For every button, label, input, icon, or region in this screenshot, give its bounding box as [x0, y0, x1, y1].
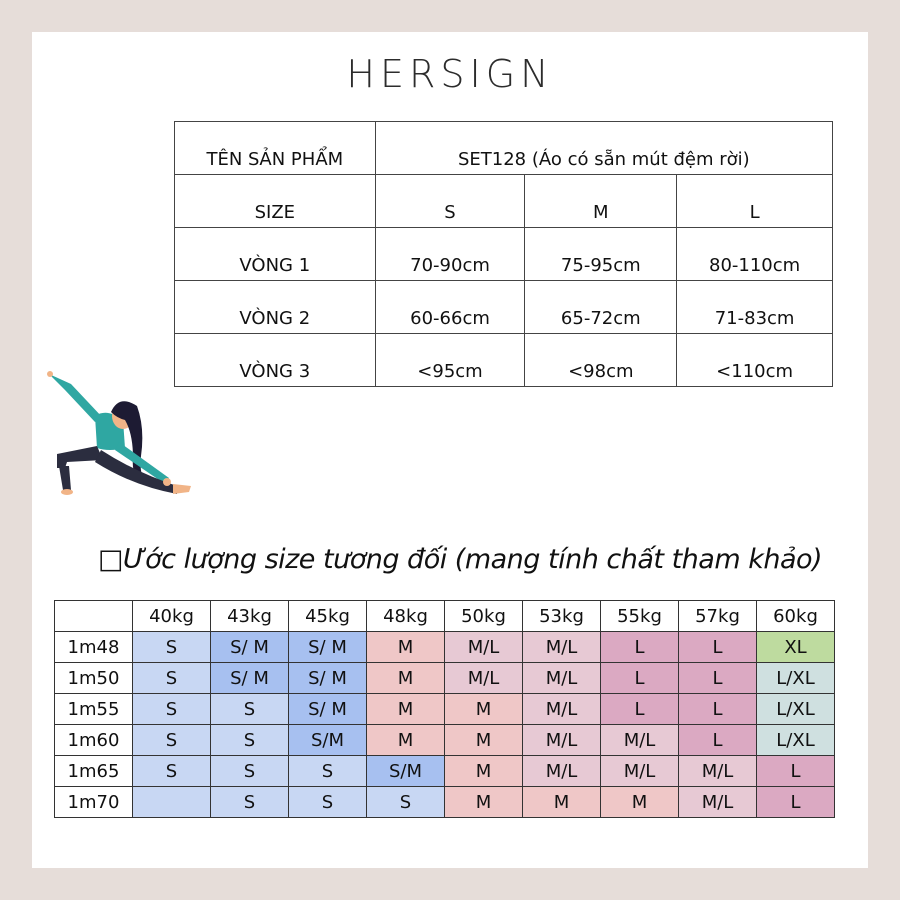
spec-product-label: TÊN SẢN PHẨM	[175, 122, 376, 175]
size-cell: M	[445, 694, 523, 725]
size-cell: L	[601, 694, 679, 725]
size-cell: M	[367, 694, 445, 725]
height-header: 1m65	[55, 756, 133, 787]
size-cell: L	[679, 725, 757, 756]
size-cell: M/L	[523, 632, 601, 663]
size-cell: S	[133, 663, 211, 694]
size-cell: S	[133, 694, 211, 725]
size-cell: XL	[757, 632, 835, 663]
size-cell: M/L	[445, 663, 523, 694]
weight-header: 48kg	[367, 601, 445, 632]
weight-header: 55kg	[601, 601, 679, 632]
grid-row	[55, 632, 835, 663]
spec-row	[175, 281, 833, 334]
height-header: 1m70	[55, 787, 133, 818]
size-cell: M/L	[679, 756, 757, 787]
grid-row	[55, 756, 835, 787]
size-cell: L	[757, 787, 835, 818]
size-cell: L	[679, 663, 757, 694]
spec-row-label: VÒNG 3	[175, 334, 376, 387]
size-cell: M	[367, 725, 445, 756]
weight-header: 60kg	[757, 601, 835, 632]
size-estimate-subtitle: □Ước lượng size tương đối (mang tính chất tham khảo)	[98, 544, 823, 575]
grid-row	[55, 694, 835, 725]
size-cell: L/XL	[757, 694, 835, 725]
size-cell: M/L	[523, 725, 601, 756]
size-cell: S/M	[289, 725, 367, 756]
size-cell: M/L	[523, 663, 601, 694]
height-header: 1m48	[55, 632, 133, 663]
spec-cell: <98cm	[525, 334, 677, 387]
grid-row	[55, 663, 835, 694]
spec-cell: 80-110cm	[677, 228, 833, 281]
spec-cell: 75-95cm	[525, 228, 677, 281]
height-header: 1m50	[55, 663, 133, 694]
spec-size-label: SIZE	[175, 175, 376, 228]
size-cell: S/ M	[289, 663, 367, 694]
size-cell	[133, 787, 211, 818]
brand-logo: HERSIGN	[346, 52, 554, 96]
size-cell: L	[601, 632, 679, 663]
size-cell: S	[211, 725, 289, 756]
size-cell: M/L	[445, 632, 523, 663]
spec-cell: <110cm	[677, 334, 833, 387]
spec-cell: 70-90cm	[375, 228, 525, 281]
size-cell: M/L	[523, 756, 601, 787]
size-cell: L	[757, 756, 835, 787]
spec-cell: 65-72cm	[525, 281, 677, 334]
size-cell: M	[445, 787, 523, 818]
weight-header: 45kg	[289, 601, 367, 632]
size-cell: S/ M	[211, 663, 289, 694]
size-cell: S/ M	[289, 632, 367, 663]
size-cell: M/L	[601, 725, 679, 756]
size-cell: M	[523, 787, 601, 818]
yoga-woman-illustration	[45, 368, 195, 500]
spec-size-l: L	[677, 175, 833, 228]
size-cell: L/XL	[757, 663, 835, 694]
grid-corner-cell	[55, 601, 133, 632]
size-cell: L	[679, 694, 757, 725]
spec-cell: 60-66cm	[375, 281, 525, 334]
size-cell: L	[601, 663, 679, 694]
grid-row	[55, 725, 835, 756]
size-cell: S	[211, 756, 289, 787]
spec-row-label: VÒNG 1	[175, 228, 376, 281]
spec-size-s: S	[375, 175, 525, 228]
size-cell: S/ M	[289, 694, 367, 725]
size-cell: S/M	[367, 756, 445, 787]
height-header: 1m60	[55, 725, 133, 756]
size-cell: S	[211, 787, 289, 818]
spec-row	[175, 334, 833, 387]
weight-header: 40kg	[133, 601, 211, 632]
size-cell: S/ M	[211, 632, 289, 663]
weight-header: 57kg	[679, 601, 757, 632]
spec-row-label: VÒNG 2	[175, 281, 376, 334]
spec-cell: 71-83cm	[677, 281, 833, 334]
spec-product-row	[175, 122, 833, 175]
spec-cell: <95cm	[375, 334, 525, 387]
size-cell: S	[367, 787, 445, 818]
size-cell: M/L	[523, 694, 601, 725]
grid-header-row	[55, 601, 835, 632]
size-cell: M	[445, 756, 523, 787]
size-cell: S	[289, 787, 367, 818]
weight-header: 43kg	[211, 601, 289, 632]
weight-header: 53kg	[523, 601, 601, 632]
size-cell: S	[133, 632, 211, 663]
size-cell: M/L	[601, 756, 679, 787]
product-spec-table	[174, 121, 833, 387]
weight-header: 50kg	[445, 601, 523, 632]
size-cell: M	[367, 663, 445, 694]
size-cell: M	[445, 725, 523, 756]
size-cell: L	[679, 632, 757, 663]
spec-product-name: SET128 (Áo có sẵn mút đệm rời)	[375, 122, 832, 175]
size-cell: S	[289, 756, 367, 787]
size-cell: S	[211, 694, 289, 725]
size-cell: L/XL	[757, 725, 835, 756]
spec-size-row	[175, 175, 833, 228]
subtitle-text: Ước lượng size tương đối (mang tính chất tham khảo)	[123, 544, 823, 575]
size-cell: M	[367, 632, 445, 663]
spec-row	[175, 228, 833, 281]
size-cell: M	[601, 787, 679, 818]
grid-row	[55, 787, 835, 818]
spec-size-m: M	[525, 175, 677, 228]
size-cell: S	[133, 725, 211, 756]
size-cell: M/L	[679, 787, 757, 818]
size-estimate-grid	[54, 600, 835, 818]
size-cell: S	[133, 756, 211, 787]
height-header: 1m55	[55, 694, 133, 725]
